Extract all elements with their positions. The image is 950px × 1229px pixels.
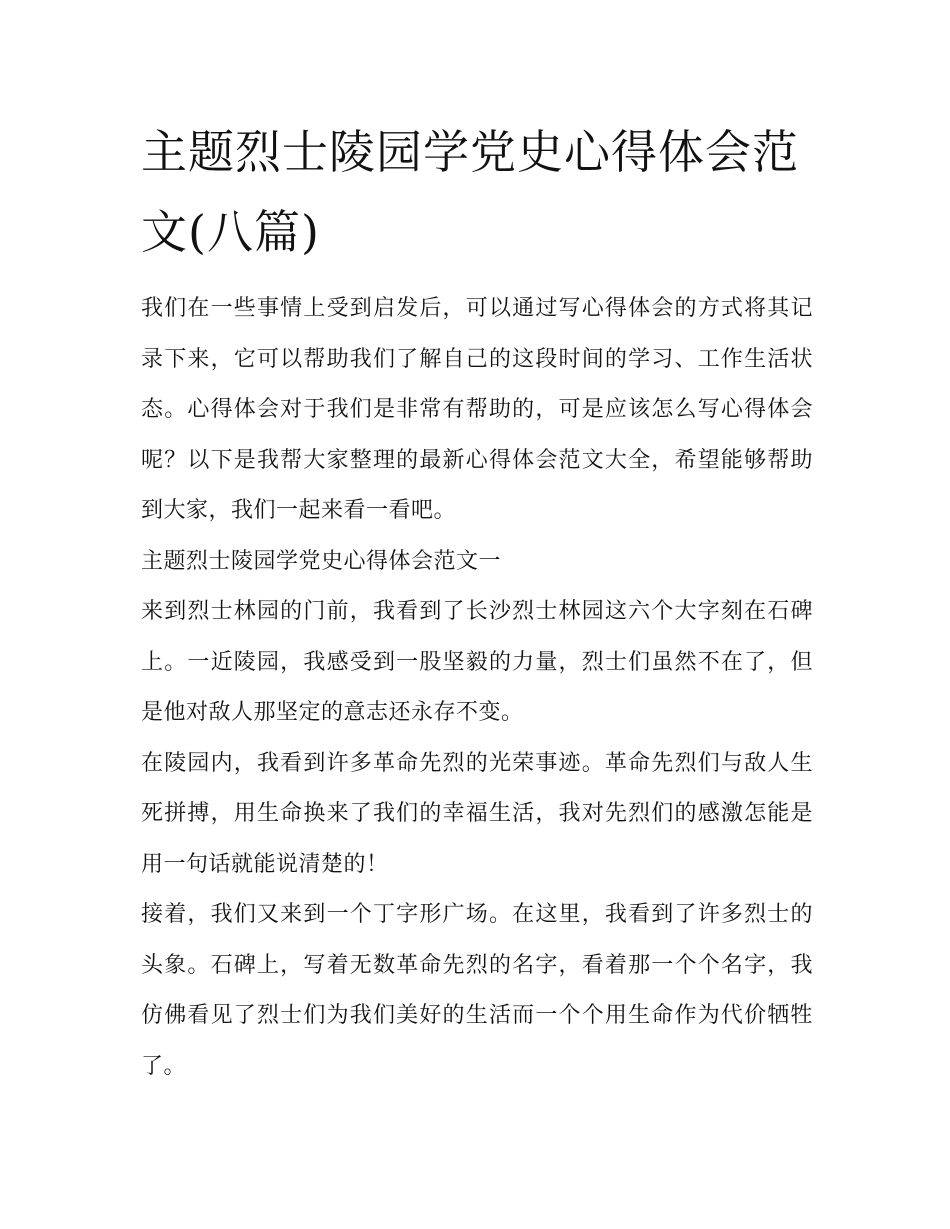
- body-paragraph: 来到烈士林园的门前，我看到了长沙烈士林园这六个大字刻在石碑上。一近陵园，我感受到一股坚毅的力量，烈士们虽然不在了，但是他对敌人那坚定的意志还永存不变。: [141, 599, 813, 725]
- section-heading: 主题烈士陵园学党史心得体会范文一: [141, 548, 502, 574]
- body-paragraph: 接着，我们又来到一个丁字形广场。在这里，我看到了许多烈士的头象。石碑上，写着无数革命先烈的名字，看着那一个个名字，我仿佛看见了烈士们为我们美好的生活而一个个用生命作为代价牺牲了。: [141, 902, 813, 1079]
- document-page: [141, 112, 813, 1092]
- document-title: 主题烈士陵园学党史心得体会范文(八篇): [141, 125, 799, 259]
- intro-paragraph: 我们在一些事情上受到启发后，可以通过写心得体会的方式将其记录下来，它可以帮助我们了解自己的这段时间的学习、工作生活状态。心得体会对于我们是非常有帮助的，可是应该怎么写心得体会呢？以下是我帮大家整理的最新心得体会范文大全，希望能够帮助到大家，我们一起来看一看吧。: [141, 296, 813, 523]
- body-paragraph: 在陵园内，我看到许多革命先烈的光荣事迹。革命先烈们与敌人生死拼搏，用生命换来了我们的幸福生活，我对先烈们的感激怎能是用一句话就能说清楚的！: [141, 750, 813, 877]
